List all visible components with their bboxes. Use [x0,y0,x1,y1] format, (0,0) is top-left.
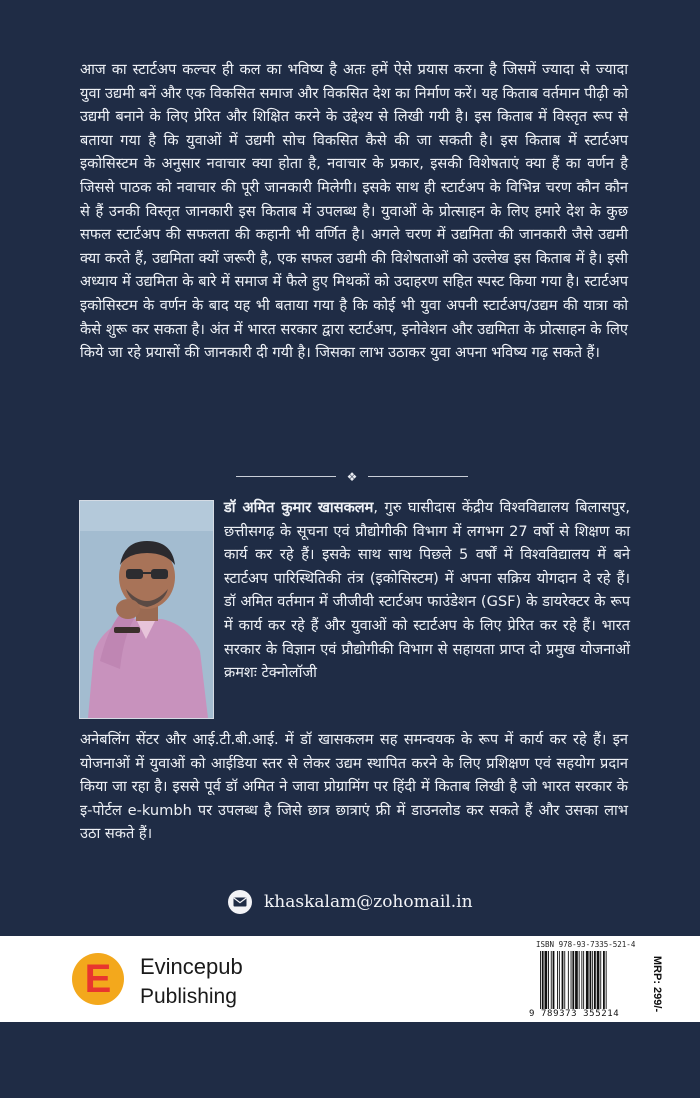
divider-line-right [368,476,468,477]
author-portrait-icon [80,501,213,718]
barcode-icon [538,951,644,1009]
author-photo [79,500,214,719]
ornament-icon: ❖ [346,470,358,484]
author-bio-text: , गुरु घासीदास केंद्रीय विश्वविद्यालय बिलासपुर, छत्तीसगढ़ के सूचना एवं प्रौद्योगीकी विभाग में लगभग 27 वर्षो से शिक्षण का कार्य कर रहे हैं। इसके साथ साथ पिछले 5 वर्षों में विश्वविद्यालय में बने स्टार्टअप पारिस्थितिकी तंत्र (इकोसिस्टम) में अपना सक्रिय योगदान दे रहे हैं। डॉ अमित वर्तमान में जीजीवी स्टार्टअप फाउंडेशन (GSF) के डायरेक्टर के रूप में कार्य कर रहे हैं और युवाओं को स्टार्टअप के लिए प्रेरित कर रहे हैं। भारत सरकार के विज्ञान एवं प्रौद्योगीकी विभाग से सहायता प्राप्त दो प्रमुख योजनाओं क्रमशः टेक्नोलॉजी [224,499,630,682]
publisher-name: Evincepub [140,954,243,979]
barcode-digits: 9 789373 355214 [529,1009,620,1019]
author-contact [228,889,473,915]
author-bio-intro [224,496,630,685]
publisher-band [0,936,700,1022]
section-divider [236,470,468,484]
isbn-label: ISBN 978-93-7335-521-4 [536,940,636,949]
book-blurb: आज का स्टार्टअप कल्चर ही कल का भविष्य है अतः हमें ऐसे प्रयास करना है जिसमें ज्यादा से ज्यादा युवा उद्यमी बनें और एक विकसित समाज और विकसित देश का निर्माण करें। यह किताब वर्तमान पीढ़ी को उद्यमी बनाने के लिए प्रेरित और शिक्षित करने के उद्देश्य से लिखी गयी है। इस किताब में विस्तृत रूप से बताया गया है कि युवाओं में उद्यमी सोच विकसित कैसे की जा सकती है। इस किताब में स्टार्टअप इकोसिस्टम के अनुसार नवाचार क्या होता है, नवाचार के प्रकार, इसकी विशेषताएं क्या हैं का वर्णन है जिससे पाठक को नवाचार की पूरी जानकारी मिलेगी। इसके साथ ही स्टार्टअप के विभिन्न चरण कौन कौन से हैं उनकी विस्तृत जानकारी इस किताब में उपलब्ध है। युवाओं के प्रोत्साहन के लिए हमारे देश के कुछ सफल स्टार्टअप की सफलता की कहानी भी वर्णित है। अगले चरण में उद्यमिता की जानकारी जैसे उद्यमी क्या करते हैं, उद्यमिता क्यों जरूरी है, एक सफल उद्यमी की विशेषताओं को उल्लेख इस किताब में है। इसी अध्याय में उद्यमिता के बारे में समाज में फैले हुए मिथकों को उदाहरण सहित स्पस्ट किया गया है। स्टार्टअप इकोसिस्टम के वर्णन के बाद यह भी बताया गया है कि कोई भी युवा अपनी स्टार्टअप/उद्यम की यात्रा को कैसे शुरू कर सकता है। अंत में भारत सरकार द्वारा स्टार्टअप, इनोवेशन और उद्यमिता के प्रोत्साहन के लिए किये जा रहे प्रयासों की जानकारी दी गयी है। जिसका लाभ उठाकर युवा अपना भविष्य गढ़ सकते हैं। [80,61,628,362]
publisher-logo-letter: E [84,957,112,1001]
author-email-link[interactable]: khaskalam@zohomail.in [264,892,473,912]
envelope-icon [228,890,252,914]
author-name: डॉ अमित कुमार खासकलम [224,499,374,516]
author-bio-continued: अनेबलिंग सेंटर और आई.टी.बी.आई. में डॉ खासकलम सह समन्वयक के रूप में कार्य कर रहे हैं। इन योजनाओं में युवाओं को आईडिया स्तर से लेकर उद्यम स्थापित करने के लिए प्रशिक्षण एवं सहयोग प्रदान किया जा रहा है। इससे पूर्व डॉ अमित ने जावा प्रोग्रामिंग पर हिंदी में किताब लिखी है जो भारत सरकार के इ-पोर्टल e-kumbh पर उपलब्ध है जिसे छात्र छात्राएं फ्री में डाउनलोड कर सकते हैं और उसका लाभ उठा सकते हैं। [80,731,628,843]
price-label: MRP: 299/- [651,955,663,1013]
publisher-logo-icon [72,953,124,1005]
publisher-subtitle: Publishing [140,985,237,1008]
divider-line-left [236,476,336,477]
